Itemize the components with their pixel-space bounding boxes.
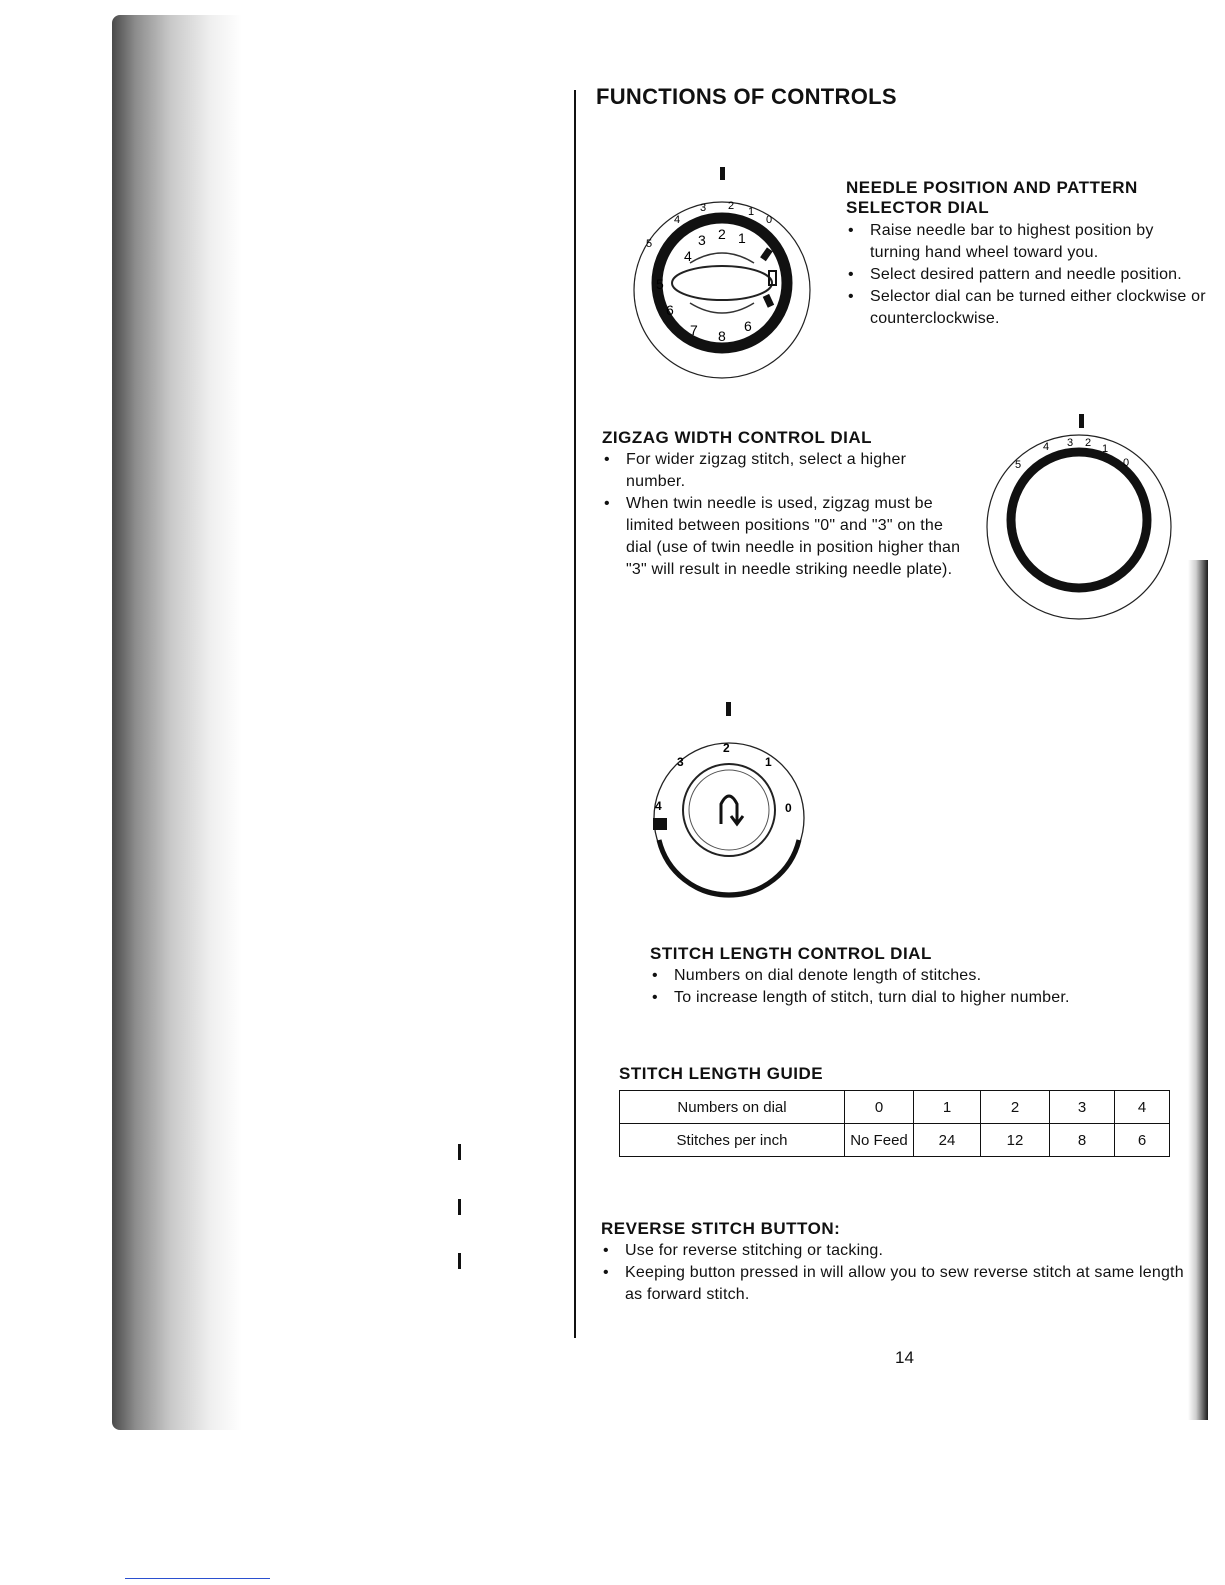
table-row bbox=[620, 1091, 1170, 1124]
table-cell: 4 bbox=[1115, 1091, 1170, 1124]
bullet-item: • Keeping button pressed in will allow you to sew reverse stitch at same length as forward stitch. bbox=[601, 1262, 1186, 1306]
margin-rule bbox=[574, 90, 576, 1338]
needle-dial-heading bbox=[846, 178, 1206, 218]
dial-number: 2 bbox=[1085, 437, 1092, 449]
needle-selector-dial-illustration bbox=[632, 165, 822, 385]
bullet-item: • Raise needle bar to highest position by turning hand wheel toward you. bbox=[846, 220, 1206, 264]
dial-number: 6 bbox=[744, 318, 752, 334]
dial-number: 4 bbox=[1043, 441, 1050, 453]
dial-number: 4 bbox=[655, 799, 662, 813]
reverse-arrow-icon bbox=[721, 796, 743, 824]
dial-number: 5 bbox=[656, 276, 664, 292]
index-mark bbox=[1079, 414, 1084, 428]
dial-knob bbox=[1011, 452, 1147, 588]
dial-number: 1 bbox=[748, 206, 755, 218]
dial-groove bbox=[690, 253, 754, 263]
stitch-length-heading: STITCH LENGTH CONTROL DIAL bbox=[650, 944, 932, 963]
margin-mark bbox=[458, 1199, 461, 1215]
page-number: 14 bbox=[895, 1348, 914, 1367]
dial-number: 2 bbox=[718, 226, 726, 242]
dial-number: 0 bbox=[766, 214, 773, 226]
row-header: Stitches per inch bbox=[620, 1124, 845, 1157]
dial-number: 5 bbox=[1015, 459, 1022, 471]
zigzag-dial-bullets bbox=[602, 449, 967, 581]
dial-number: 5 bbox=[646, 238, 653, 250]
table-row bbox=[620, 1124, 1170, 1157]
dial-number: 0 bbox=[785, 801, 792, 815]
bullet-item: • Select desired pattern and needle position. bbox=[846, 264, 1206, 286]
reverse-stitch-bullets bbox=[601, 1240, 1186, 1306]
pattern-symbol bbox=[760, 247, 773, 261]
needle-dial-bullets bbox=[846, 220, 1206, 330]
dial-rim-shade bbox=[659, 840, 799, 895]
dial-number: 8 bbox=[718, 328, 726, 344]
bullet-item: • For wider zigzag stitch, select a higher number. bbox=[602, 449, 967, 493]
dial-number: 3 bbox=[677, 755, 684, 769]
bullet-item: • Use for reverse stitching or tacking. bbox=[601, 1240, 1186, 1262]
table-cell: 2 bbox=[981, 1091, 1050, 1124]
dial-number: 1 bbox=[1102, 443, 1109, 455]
heading-line: NEEDLE POSITION AND PATTERN bbox=[846, 178, 1138, 197]
table-cell: 1 bbox=[914, 1091, 981, 1124]
table-cell: 12 bbox=[981, 1124, 1050, 1157]
dial-number: 3 bbox=[698, 232, 706, 248]
stitch-length-section bbox=[650, 944, 1170, 1009]
stitch-guide-title: STITCH LENGTH GUIDE bbox=[619, 1064, 824, 1083]
bullet-item: • Numbers on dial denote length of stitches. bbox=[650, 965, 1170, 987]
stitch-length-bullets bbox=[650, 965, 1170, 1009]
buttonhole-symbol bbox=[653, 818, 667, 830]
margin-mark bbox=[458, 1144, 461, 1160]
table-cell: 6 bbox=[1115, 1124, 1170, 1157]
margin-mark bbox=[458, 1253, 461, 1269]
dial-number: 1 bbox=[738, 230, 746, 246]
dial-number: 2 bbox=[728, 200, 735, 212]
dial-number: 0 bbox=[1123, 457, 1130, 469]
reverse-stitch-heading: REVERSE STITCH BUTTON: bbox=[601, 1219, 841, 1238]
heading-line: SELECTOR DIAL bbox=[846, 198, 990, 217]
dial-number: 4 bbox=[674, 214, 681, 226]
needle-dial-section bbox=[846, 178, 1206, 330]
bullet-item: • When twin needle is used, zigzag must be limited between positions "0" and "3" on the dial (use of twin needle in position higher than "3" will result in needle striking needle plate). bbox=[602, 493, 967, 581]
table-cell: 24 bbox=[914, 1124, 981, 1157]
zigzag-dial-heading: ZIGZAG WIDTH CONTROL DIAL bbox=[602, 428, 872, 447]
dial-window bbox=[672, 266, 772, 300]
dial-groove bbox=[690, 303, 754, 313]
dial-number: 4 bbox=[684, 248, 692, 264]
reverse-button bbox=[683, 764, 775, 856]
pattern-symbol bbox=[763, 294, 774, 308]
index-mark bbox=[726, 702, 731, 716]
row-header: Numbers on dial bbox=[620, 1091, 845, 1124]
dial-number: 3 bbox=[700, 202, 707, 214]
stitch-guide-table bbox=[619, 1090, 1170, 1157]
zigzag-dial-illustration bbox=[975, 412, 1175, 627]
page-title: FUNCTIONS OF CONTROLS bbox=[596, 84, 897, 109]
table-cell: 0 bbox=[845, 1091, 914, 1124]
table-cell: 8 bbox=[1050, 1124, 1115, 1157]
index-mark bbox=[720, 167, 725, 180]
dial-number: 7 bbox=[690, 322, 698, 338]
reverse-stitch-section bbox=[601, 1219, 1211, 1306]
reverse-button-inner bbox=[689, 770, 769, 850]
underline-mark bbox=[125, 1578, 270, 1579]
table-cell: No Feed bbox=[845, 1124, 914, 1157]
dial-number: 2 bbox=[723, 741, 730, 755]
dial-number: 3 bbox=[1067, 437, 1074, 449]
bullet-item: • Selector dial can be turned either clockwise or counterclockwise. bbox=[846, 286, 1206, 330]
bullet-item: • To increase length of stitch, turn dial to higher number. bbox=[650, 987, 1170, 1009]
zigzag-dial-section bbox=[602, 428, 972, 581]
binding-shadow bbox=[112, 15, 242, 1430]
dial-number: 1 bbox=[765, 755, 772, 769]
table-cell: 3 bbox=[1050, 1091, 1115, 1124]
dial-number: 6 bbox=[666, 302, 674, 318]
stitch-length-dial-illustration bbox=[645, 700, 815, 895]
